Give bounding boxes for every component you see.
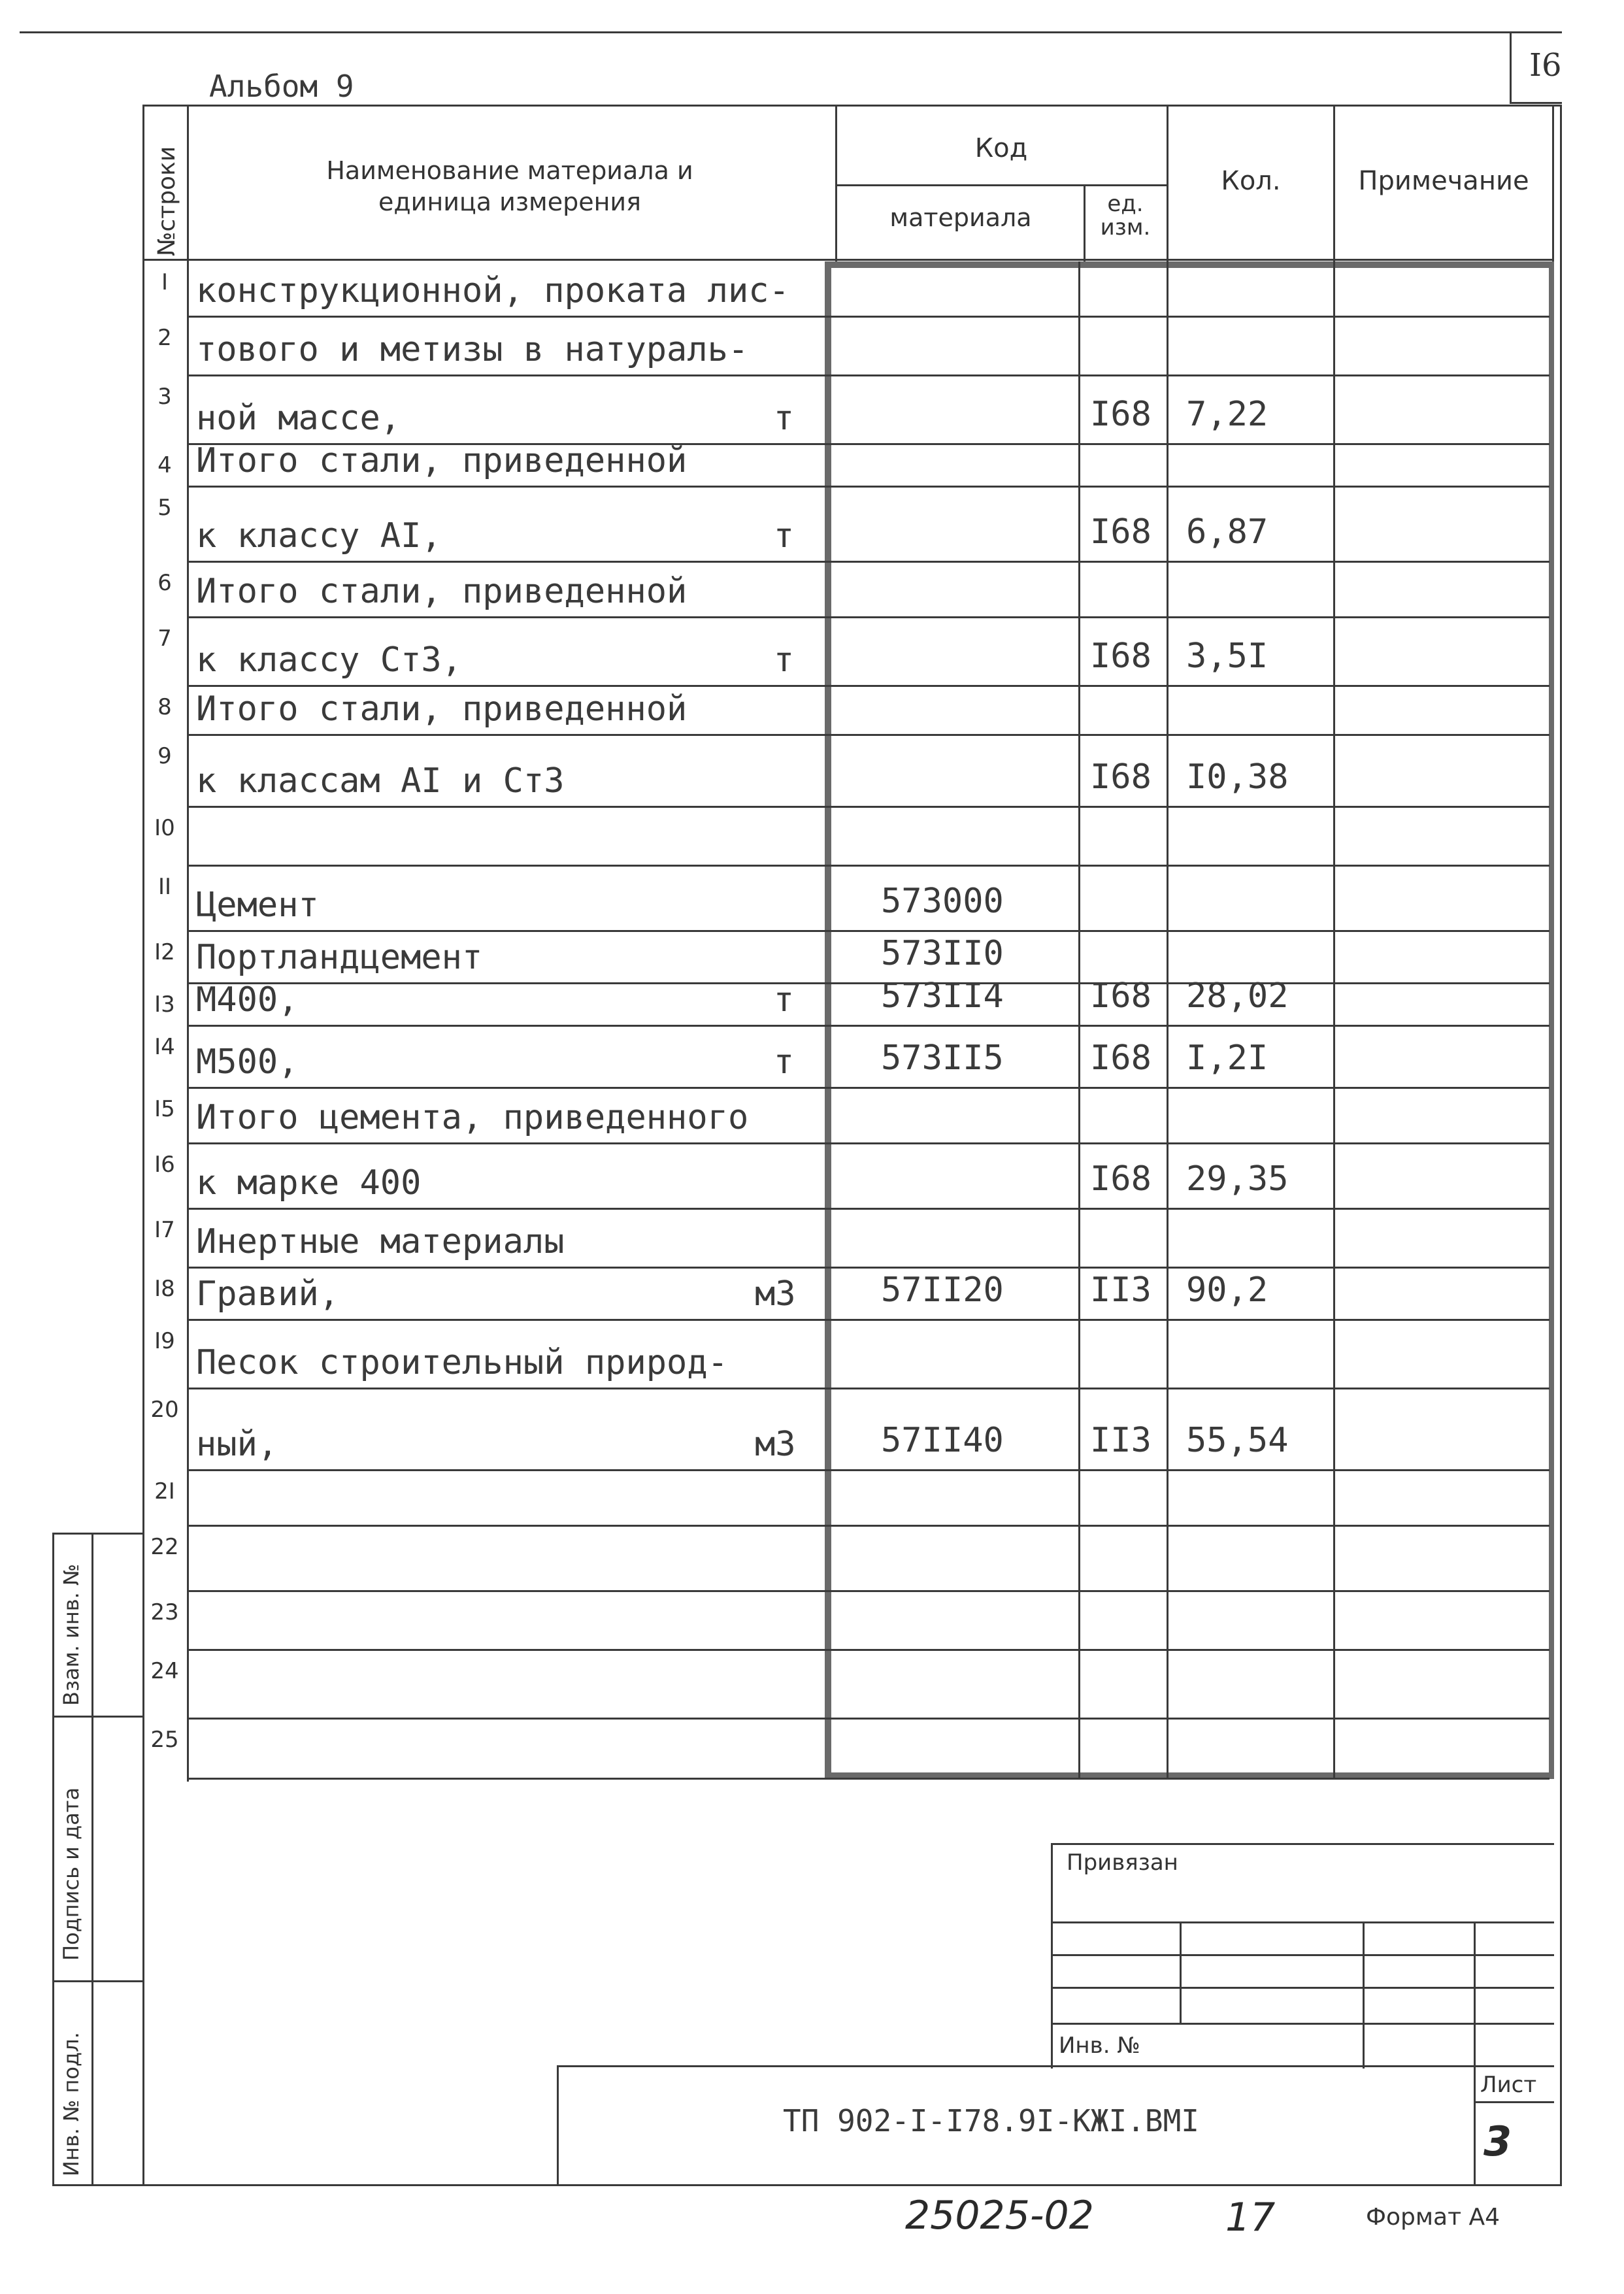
table-row	[142, 1026, 1554, 1088]
footer-format: Формат А4	[1366, 2204, 1500, 2231]
row-number: 8	[157, 694, 172, 720]
row-number: I2	[154, 939, 175, 965]
row-qty: 7,22	[1186, 395, 1268, 434]
row-qty: 3,5I	[1186, 637, 1268, 676]
table-row	[142, 1591, 1554, 1650]
stamp-box-top	[1051, 1843, 1554, 1845]
side-label-inv-podl: Инв. № подл.	[59, 2032, 84, 2176]
row-number: 7	[157, 625, 172, 652]
row-material-code: 573II0	[881, 934, 1004, 973]
row-material-code: 57II20	[881, 1271, 1004, 1310]
side-label-podpis: Подпись и дата	[59, 1787, 84, 1961]
side-strip-mid	[91, 1533, 93, 2186]
row-qty: I0,38	[1186, 757, 1289, 797]
row-number: I6	[154, 1152, 175, 1178]
row-number: I9	[154, 1328, 175, 1354]
row-number: 24	[150, 1658, 179, 1684]
row-unit-code: I68	[1090, 757, 1152, 797]
row-name: ный,	[196, 1425, 278, 1464]
row-qty: 28,02	[1186, 976, 1289, 1016]
row-material-code: 573II5	[881, 1039, 1004, 1078]
header-code-sep	[835, 184, 1167, 186]
row-name: тового и метизы в натураль-	[196, 330, 749, 369]
stamp-list-sep	[1474, 2101, 1554, 2103]
row-name: Итого стали, приведенной	[196, 572, 688, 611]
column-divider	[1078, 261, 1080, 1779]
row-name: к марке 400	[196, 1163, 422, 1203]
table-row	[142, 866, 1554, 931]
header-code: Код	[974, 133, 1028, 163]
table-row	[142, 1471, 1554, 1526]
row-qty: 90,2	[1186, 1271, 1268, 1310]
row-number: 25	[150, 1727, 179, 1753]
side-strip-sep2	[52, 1980, 144, 1982]
header-material: материала	[889, 203, 1032, 232]
table-row	[142, 1719, 1554, 1779]
row-name: Итого стали, приведенной	[196, 690, 688, 729]
row-name: к классам АI и Ст3	[196, 761, 565, 801]
stamp-designation: ТП 902-I-I78.9I-КЖI.ВМI	[783, 2103, 1199, 2138]
row-number: 23	[150, 1599, 179, 1625]
row-number: 22	[150, 1534, 179, 1560]
row-number: 20	[150, 1397, 179, 1423]
table-row	[142, 984, 1554, 1026]
row-unit-code: I68	[1090, 512, 1152, 552]
header-note: Примечание	[1358, 166, 1529, 196]
row-unit: т	[773, 980, 794, 1020]
row-number: I0	[154, 815, 175, 841]
row-name: М400,	[196, 980, 299, 1020]
row-qty: 29,35	[1186, 1159, 1289, 1199]
footer-page-no: 17	[1225, 2195, 1276, 2240]
side-strip-bottom	[52, 2184, 144, 2186]
sheet-number: I6	[1529, 47, 1562, 84]
row-unit: т	[773, 516, 794, 556]
row-number: I8	[154, 1276, 175, 1302]
side-strip-top	[52, 1533, 144, 1535]
row-name: М500,	[196, 1042, 299, 1082]
row-number: I4	[154, 1034, 175, 1060]
row-unit: т	[773, 640, 794, 680]
stamp-vert-1	[1180, 1921, 1182, 2023]
row-unit-code: I68	[1090, 1039, 1152, 1078]
row-name: к классу Ст3,	[196, 640, 462, 680]
footer-order-no: 25025-02	[905, 2193, 1094, 2238]
stamp-list-number: 3	[1483, 2118, 1512, 2165]
row-name: конструкционной, проката лис-	[196, 271, 789, 310]
row-qty: 6,87	[1186, 512, 1268, 552]
row-number: II	[157, 874, 172, 900]
header-bottom-line	[142, 259, 1554, 261]
row-number: I	[161, 269, 169, 295]
header-unit: ед. изм.	[1100, 191, 1151, 241]
header-name: Наименование материала и единица измерения	[326, 156, 693, 216]
row-number: 5	[157, 495, 172, 521]
row-unit: м3	[755, 1274, 796, 1314]
album-label: Альбом 9	[209, 69, 354, 104]
row-name: Портландцемент	[196, 938, 483, 977]
side-label-vzam: Взам. инв. №	[59, 1563, 84, 1706]
stamp-line-3	[1051, 1987, 1554, 1989]
stamp-line-4	[1051, 2023, 1554, 2025]
row-unit-code: I68	[1090, 1159, 1152, 1199]
row-number: 3	[157, 384, 172, 410]
row-unit-code: II3	[1090, 1271, 1152, 1310]
row-material-code: 573000	[881, 882, 1004, 921]
row-name: Гравий,	[196, 1274, 340, 1314]
sheet-number-box-bottom	[1510, 102, 1562, 104]
row-number: I3	[154, 991, 175, 1018]
row-name: Инертные материалы	[196, 1222, 565, 1261]
row-number: I5	[154, 1096, 175, 1122]
row-name: Итого стали, приведенной	[196, 441, 688, 480]
row-name: ной массе,	[196, 399, 401, 438]
row-unit: м3	[755, 1425, 796, 1464]
row-number: 4	[157, 452, 172, 478]
row-number: I7	[154, 1217, 175, 1243]
row-unit: т	[773, 399, 794, 438]
header-row-no: №строки	[154, 146, 180, 256]
top-border-line	[20, 31, 1562, 33]
row-name: к классу АI,	[196, 516, 442, 556]
table-row	[142, 807, 1554, 866]
table-row	[142, 1389, 1554, 1471]
sheet-number-box-left	[1510, 31, 1512, 103]
column-divider	[1167, 261, 1168, 1779]
stamp-title-left	[557, 2065, 559, 2186]
row-material-code: 573II4	[881, 976, 1004, 1016]
row-number: 9	[157, 743, 172, 769]
header-divider-unit	[1084, 186, 1085, 261]
table-row	[142, 1650, 1554, 1719]
row-qty: 55,54	[1186, 1421, 1289, 1460]
row-number: 6	[157, 570, 172, 596]
stamp-vert-3	[1474, 1921, 1476, 2186]
row-unit-code: II3	[1090, 1421, 1152, 1460]
header-divider-name	[835, 105, 837, 261]
row-number: 2	[157, 325, 172, 351]
row-name: Цемент	[196, 886, 319, 925]
row-unit-code: I68	[1090, 637, 1152, 676]
side-strip-sep1	[52, 1716, 144, 1718]
row-name: Песок строительный природ-	[196, 1343, 728, 1382]
stamp-title-top	[557, 2065, 1554, 2067]
row-unit-code: I68	[1090, 395, 1152, 434]
header-qty: Кол.	[1221, 166, 1281, 196]
table-row	[142, 1268, 1554, 1320]
row-name: Итого цемента, приведенного	[196, 1098, 749, 1137]
row-unit-code: I68	[1090, 976, 1152, 1016]
stamp-line-2	[1051, 1954, 1554, 1956]
stamp-vert-2	[1363, 1921, 1365, 2069]
stamp-privyazan: Привязан	[1067, 1850, 1178, 1876]
table-row	[142, 1526, 1554, 1591]
side-strip-left	[52, 1533, 54, 2186]
column-divider	[1333, 261, 1335, 1779]
row-qty: I,2I	[1186, 1039, 1268, 1078]
row-number: 2I	[154, 1478, 175, 1504]
stamp-inv-no: Инв. №	[1059, 2033, 1140, 2059]
row-divider	[187, 1778, 1549, 1780]
row-unit: т	[773, 1042, 794, 1082]
stamp-list-label: Лист	[1480, 2072, 1537, 2098]
header-divider-right	[1552, 105, 1554, 261]
row-material-code: 57II40	[881, 1421, 1004, 1460]
stamp-line-1	[1051, 1921, 1554, 1923]
